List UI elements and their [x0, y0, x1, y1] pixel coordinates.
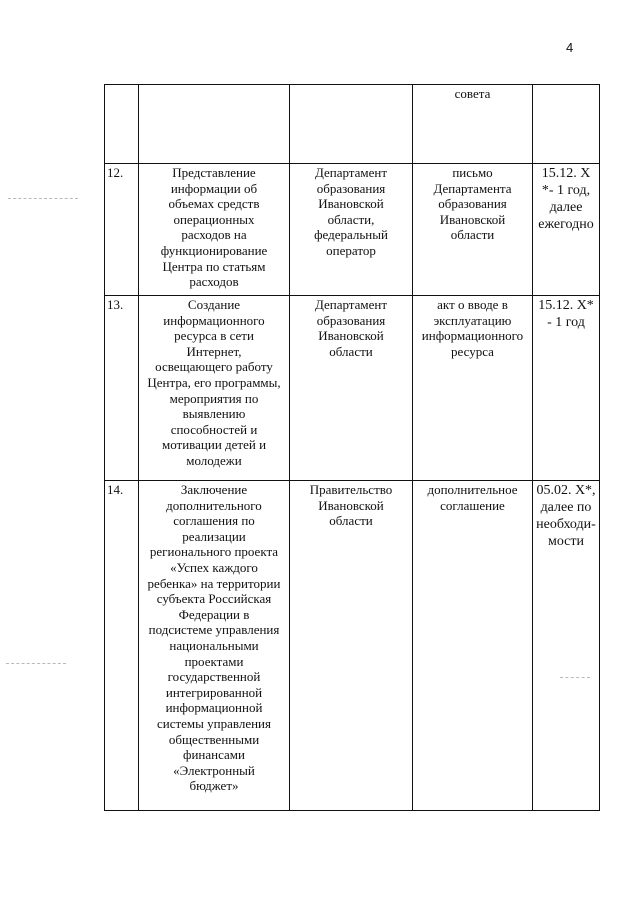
cell-text-line: Создание [187, 297, 241, 312]
cell-text-line: образования [438, 196, 507, 212]
cell-text-line: информационного [163, 312, 265, 328]
responsible-cell [290, 164, 413, 296]
cell-text-line: мости [547, 534, 585, 549]
row-number-cell: 12. [105, 164, 139, 296]
cell-text-line: далее [549, 200, 583, 215]
responsible-cell [290, 296, 413, 481]
cell-text-line: Федерации в [178, 606, 250, 622]
cell-text-line: мероприятия по [169, 390, 259, 406]
responsible-cell [290, 85, 413, 164]
cell-text-line: области [329, 343, 373, 359]
cell-text-line: интегрированной [165, 684, 263, 700]
cell-text-line: образования [316, 312, 386, 328]
cell-text-line: ресурса в сети [174, 328, 254, 344]
cell-text-line: регионального проекта [149, 544, 279, 560]
cell-text-line: объемах средств [168, 196, 260, 212]
responsible-cell [290, 481, 413, 811]
cell-text-line: Департамент [314, 297, 388, 312]
cell-text-line: дополнительное [427, 482, 518, 497]
deadline-cell [533, 296, 600, 481]
cell-text-line: государственной [167, 669, 261, 685]
cell-text-line: ежегодно [538, 217, 594, 232]
cell-text-line: Центра, его программы, [147, 374, 281, 390]
document-cell [413, 481, 533, 811]
document-cell [413, 164, 533, 296]
deadline-cell [533, 481, 600, 811]
cell-text-line: необходи- [536, 517, 596, 532]
cell-text-line: реализации [182, 528, 246, 544]
table-body [105, 85, 600, 811]
cell-text-line: образования [316, 180, 386, 196]
action-cell [139, 85, 290, 164]
cell-text-line: Ивановской [318, 328, 384, 344]
cell-text-line: информационной [165, 700, 263, 716]
action-cell [139, 481, 290, 811]
action-cell [139, 296, 290, 481]
cell-text-line: «Успех каждого [170, 559, 258, 575]
cell-text-line: области, [327, 211, 375, 227]
row-number-cell: 14. [105, 481, 139, 811]
cell-text-line: области [450, 227, 495, 243]
cell-text-line: «Электронный [173, 762, 255, 778]
cell-text-line: далее по [540, 500, 592, 515]
cell-text-line: 15.12. X [541, 166, 591, 181]
cell-text-line: финансами [183, 747, 245, 763]
cell-text-line: информации об [170, 180, 258, 196]
cell-text-line: Ивановской [318, 497, 384, 513]
document-cell [413, 85, 533, 164]
cell-text-line: способностей и [170, 421, 258, 437]
deadline-cell [533, 85, 600, 164]
cell-text-line: ребенка» на территории [147, 575, 281, 591]
cell-text-line: субъекта Российская [156, 591, 272, 607]
cell-text-line: молодежи [186, 452, 242, 468]
cell-text-line: дополнительного [166, 497, 262, 513]
cell-text-line: федеральный [314, 227, 388, 243]
cell-text-line: совета [454, 86, 491, 101]
action-cell [139, 164, 290, 296]
cell-text-line: расходов [189, 274, 239, 290]
cell-text-line: операционных [173, 211, 255, 227]
table-row [105, 296, 600, 481]
cell-text-line: Департамент [314, 165, 388, 180]
cell-text-line: мотивации детей и [161, 437, 267, 453]
cell-text-line: информационного [421, 328, 524, 344]
cell-text-line: Центра по статьям [162, 258, 266, 274]
cell-text-line: проектами [184, 653, 244, 669]
cell-text-line: *- 1 год, [541, 183, 591, 198]
deadline-cell [533, 164, 600, 296]
cell-text-line: Заключение [180, 482, 248, 497]
measures-table [104, 84, 600, 811]
cell-text-line: 15.12. X* [538, 298, 594, 313]
cell-text-line: Ивановской [439, 211, 506, 227]
cell-text-line: - 1 год [547, 315, 585, 330]
cell-text-line: ресурса [451, 343, 494, 359]
cell-text-line: письмо [452, 165, 493, 180]
cell-text-line: соглашения по [173, 513, 255, 529]
cell-text-line: Ивановской [318, 196, 384, 212]
cell-text-line: соглашение [440, 497, 505, 513]
table-row [105, 85, 600, 164]
margin-artifact [560, 677, 590, 679]
cell-text-line: системы управления [156, 715, 271, 731]
cell-text-line: национальными [169, 637, 259, 653]
margin-artifact [8, 198, 78, 200]
table-row [105, 481, 600, 811]
document-cell [413, 296, 533, 481]
cell-text-line: акт о вводе в [437, 297, 508, 312]
cell-text-line: Правительство [309, 482, 393, 497]
cell-text-line: Департамента [433, 180, 512, 196]
table-row [105, 164, 600, 296]
cell-text-line: Представление [172, 165, 256, 180]
cell-text-line: общественными [168, 731, 260, 747]
row-number-cell [105, 85, 139, 164]
cell-text-line: бюджет» [189, 778, 239, 794]
row-number-cell: 13. [105, 296, 139, 481]
cell-text-line: Интернет, [186, 343, 242, 359]
page-number: 4 [566, 40, 574, 55]
cell-text-line: 05.02. X*, [536, 483, 596, 498]
cell-text-line: области [329, 513, 373, 529]
cell-text-line: эксплуатацию [433, 312, 512, 328]
cell-text-line: расходов на [181, 227, 247, 243]
cell-text-line: функционирование [160, 242, 268, 258]
cell-text-line: оператор [326, 242, 376, 258]
cell-text-line: выявлению [182, 406, 246, 422]
margin-artifact [6, 663, 66, 665]
cell-text-line: освещающего работу [155, 359, 273, 375]
cell-text-line: подсистеме управления [148, 622, 280, 638]
